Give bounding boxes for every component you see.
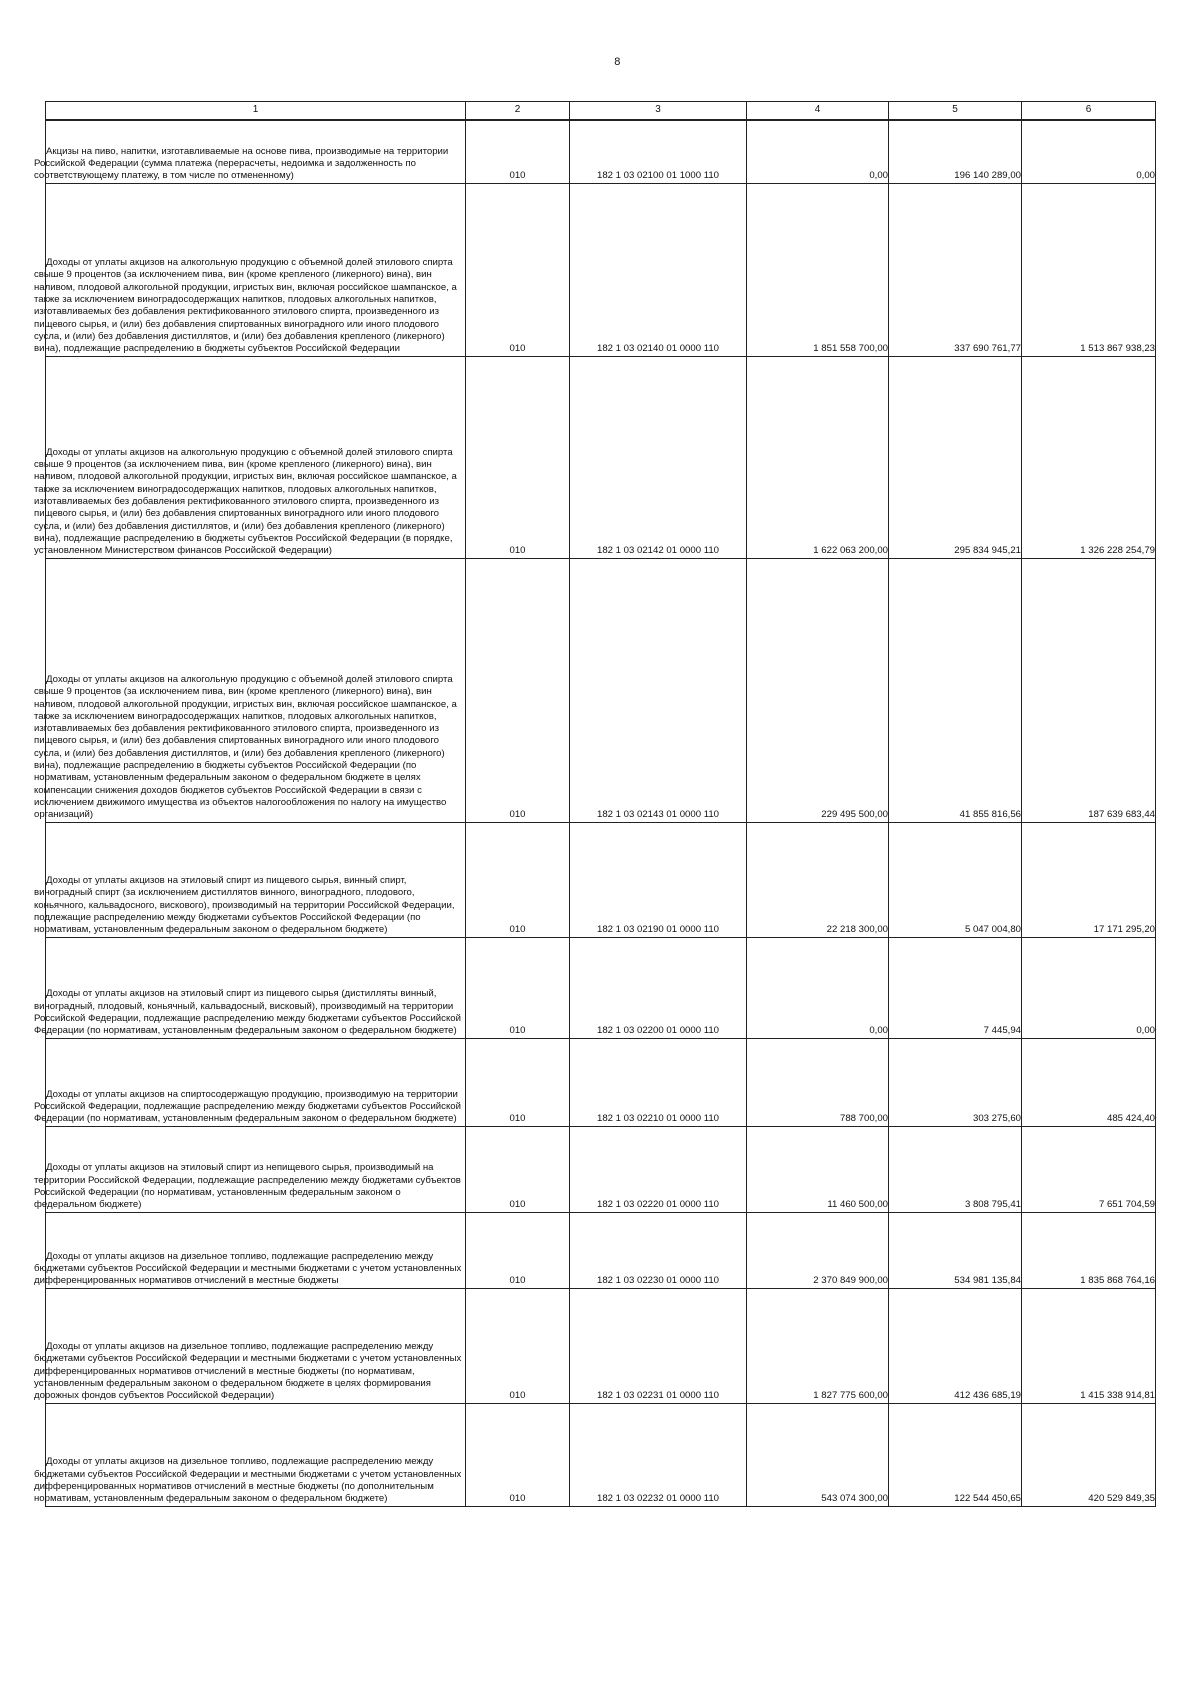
- executed-amount: 5 047 004,80: [889, 822, 1022, 937]
- table-row: [46, 183, 1156, 356]
- revenue-description: [34, 822, 466, 937]
- revenue-description-text: Доходы от уплаты акцизов на этиловый спирт из пищевого сырья (дистилляты винный, виноградный, плодовый, коньячный, кальвадосный, висковый), производимый на территории Российской Федерации, подлежащие распределению между бюджетами субъектов Российской Федерации (по нормативам, установленным федеральным законом о федеральном бюджете): [34, 988, 461, 1037]
- revenue-description-text: Доходы от уплаты акцизов на спиртосодержащую продукцию, производимую на территории Российской Федерации, подлежащие распределению между бюджетами субъектов Российской Федерации (по нормативам, установленным федеральным законом о федеральном бюджете): [34, 1088, 461, 1125]
- approved-amount: 229 495 500,00: [747, 558, 889, 822]
- column-header-2: 2: [466, 102, 570, 121]
- line-code: 010: [466, 1038, 570, 1126]
- approved-amount: 22 218 300,00: [747, 822, 889, 937]
- unexecuted-amount: 1 513 867 938,23: [1022, 183, 1156, 356]
- budget-classification-code: 182 1 03 02220 01 0000 110: [570, 1126, 747, 1212]
- unexecuted-amount: 420 529 849,35: [1022, 1403, 1156, 1506]
- table-row: [46, 1403, 1156, 1506]
- line-code: 010: [466, 1212, 570, 1288]
- executed-amount: 41 855 816,56: [889, 558, 1022, 822]
- executed-amount: 196 140 289,00: [889, 120, 1022, 183]
- revenue-description-text: Доходы от уплаты акцизов на этиловый спирт из пищевого сырья, винный спирт, виноградный спирт (за исключением дистиллятов винного, виноградного, плодового, коньячного, кальвадосного, вискового), производимый на территории Российской Федерации, подлежащие распределению между бюджетами субъектов Российской Федерации (по нормативам, установленным федеральным законом о федеральном бюджете): [34, 875, 455, 936]
- column-header-1: 1: [46, 102, 466, 121]
- line-code: 010: [466, 822, 570, 937]
- executed-amount: 7 445,94: [889, 937, 1022, 1038]
- revenue-description: [34, 120, 466, 183]
- executed-amount: 534 981 135,84: [889, 1212, 1022, 1288]
- line-code: 010: [466, 558, 570, 822]
- revenue-description-text: Доходы от уплаты акцизов на дизельное топливо, подлежащие распределению между бюджетами субъектов Российской Федерации и местными бюджетами с учетом установленных дифференцированных нормативов отчислений в местные бюджеты (по дополнительным нормативам, установленным федеральным законом о федеральном бюджете): [34, 1456, 462, 1505]
- revenue-description: [34, 1212, 466, 1288]
- table-row: [46, 822, 1156, 937]
- approved-amount: 1 851 558 700,00: [747, 183, 889, 356]
- unexecuted-amount: 0,00: [1022, 120, 1156, 183]
- unexecuted-amount: 17 171 295,20: [1022, 822, 1156, 937]
- executed-amount: 412 436 685,19: [889, 1288, 1022, 1403]
- revenue-description: [34, 1403, 466, 1506]
- line-code: 010: [466, 183, 570, 356]
- table-row: [46, 120, 1156, 183]
- revenue-description: [34, 1038, 466, 1126]
- line-code: 010: [466, 937, 570, 1038]
- column-header-3: 3: [570, 102, 747, 121]
- unexecuted-amount: 485 424,40: [1022, 1038, 1156, 1126]
- line-code: 010: [466, 356, 570, 558]
- budget-classification-code: 182 1 03 02142 01 0000 110: [570, 356, 747, 558]
- budget-classification-code: 182 1 03 02232 01 0000 110: [570, 1403, 747, 1506]
- approved-amount: 1 827 775 600,00: [747, 1288, 889, 1403]
- unexecuted-amount: 1 415 338 914,81: [1022, 1288, 1156, 1403]
- executed-amount: 337 690 761,77: [889, 183, 1022, 356]
- table-row: [46, 1038, 1156, 1126]
- revenue-description-text: Доходы от уплаты акцизов на алкогольную продукцию с объемной долей этилового спирта свыше 9 процентов (за исключением пива, вин (кроме крепленого (ликерного) вина), вин наливом, плодовой алкогольной продукции, игристых вин, включая российское шампанское, а также за исключением виноградосодержащих напитков, плодовых алкогольных напитков, изготавливаемых без добавления ректификованного этилового спирта, произведенного из пищевого сырья, и (или) без добавления спиртованных виноградного или иного плодового сусла, и (или) без добавления дистиллятов, и (или) без добавления крепленого (ликерного) вина), подлежащие распределению в бюджеты субъектов Российской Федерации: [34, 257, 457, 355]
- executed-amount: 295 834 945,21: [889, 356, 1022, 558]
- budget-revenue-table: [34, 101, 1156, 1507]
- line-code: 010: [466, 1288, 570, 1403]
- budget-classification-code: 182 1 03 02100 01 1000 110: [570, 120, 747, 183]
- budget-classification-code: 182 1 03 02210 01 0000 110: [570, 1038, 747, 1126]
- table-row: [46, 558, 1156, 822]
- approved-amount: 788 700,00: [747, 1038, 889, 1126]
- table-header-row: [46, 102, 1156, 121]
- budget-classification-code: 182 1 03 02190 01 0000 110: [570, 822, 747, 937]
- table-row: [46, 937, 1156, 1038]
- table-row: [46, 1212, 1156, 1288]
- approved-amount: 543 074 300,00: [747, 1403, 889, 1506]
- line-code: 010: [466, 120, 570, 183]
- budget-classification-code: 182 1 03 02230 01 0000 110: [570, 1212, 747, 1288]
- revenue-description: [34, 937, 466, 1038]
- revenue-description: [34, 356, 466, 558]
- table-row: [46, 1288, 1156, 1403]
- approved-amount: 0,00: [747, 937, 889, 1038]
- approved-amount: 1 622 063 200,00: [747, 356, 889, 558]
- revenue-description: [34, 558, 466, 822]
- revenue-description-text: Доходы от уплаты акцизов на дизельное топливо, подлежащие распределению между бюджетами субъектов Российской Федерации и местными бюджетами с учетом установленных дифференцированных нормативов отчислений в местные бюджеты (по нормативам, установленным федеральным законом о федеральном бюджете в целях формирования дорожных фондов субъектов Российской Федерации): [34, 1341, 462, 1402]
- approved-amount: 11 460 500,00: [747, 1126, 889, 1212]
- revenue-description: [34, 183, 466, 356]
- unexecuted-amount: 7 651 704,59: [1022, 1126, 1156, 1212]
- revenue-description-text: Доходы от уплаты акцизов на алкогольную продукцию с объемной долей этилового спирта свыше 9 процентов (за исключением пива, вин (кроме крепленого (ликерного) вина), вин наливом, плодовой алкогольной продукции, игристых вин, включая российское шампанское, а также за исключением виноградосодержащих напитков, плодовых алкогольных напитков, изготавливаемых без добавления ректификованного этилового спирта, произведенного из пищевого сырья, и (или) без добавления спиртованных виноградного или иного плодового сусла, и (или) без добавления дистиллятов, и (или) без добавления крепленого (ликерного) вина), подлежащие распределению в бюджеты субъектов Российской Федерации (по нормативам, установленным федеральным законом о федеральном бюджете в целях компенсации снижения доходов бюджетов субъектов Российской Федерации в связи с исключением движимого имущества из объектов налогообложения по налогу на имущество организаций): [34, 673, 457, 821]
- unexecuted-amount: 0,00: [1022, 937, 1156, 1038]
- approved-amount: 0,00: [747, 120, 889, 183]
- line-code: 010: [466, 1403, 570, 1506]
- unexecuted-amount: 187 639 683,44: [1022, 558, 1156, 822]
- revenue-description-text: Доходы от уплаты акцизов на этиловый спирт из непищевого сырья, производимый на территории Российской Федерации, подлежащие распределению между бюджетами субъектов Российской Федерации (по нормативам, установленным федеральным законом о федеральном бюджете): [34, 1162, 461, 1211]
- page-number: 8: [614, 56, 621, 68]
- table-row: [46, 1126, 1156, 1212]
- column-header-6: 6: [1022, 102, 1156, 121]
- revenue-description-text: Акцизы на пиво, напитки, изготавливаемые на основе пива, производимые на территории Российской Федерации (сумма платежа (перерасчеты, недоимка и задолженность по соответствующему платежу, в том числе по отмененному): [34, 145, 449, 182]
- line-code: 010: [466, 1126, 570, 1212]
- unexecuted-amount: 1 835 868 764,16: [1022, 1212, 1156, 1288]
- executed-amount: 3 808 795,41: [889, 1126, 1022, 1212]
- executed-amount: 303 275,60: [889, 1038, 1022, 1126]
- executed-amount: 122 544 450,65: [889, 1403, 1022, 1506]
- revenue-description: [34, 1126, 466, 1212]
- approved-amount: 2 370 849 900,00: [747, 1212, 889, 1288]
- budget-classification-code: 182 1 03 02200 01 0000 110: [570, 937, 747, 1038]
- column-header-4: 4: [747, 102, 889, 121]
- budget-classification-code: 182 1 03 02143 01 0000 110: [570, 558, 747, 822]
- budget-classification-code: 182 1 03 02140 01 0000 110: [570, 183, 747, 356]
- revenue-description-text: Доходы от уплаты акцизов на алкогольную продукцию с объемной долей этилового спирта свыше 9 процентов (за исключением пива, вин (кроме крепленого (ликерного) вина), вин наливом, плодовой алкогольной продукции, игристых вин, включая российское шампанское, а также за исключением виноградосодержащих напитков, плодовых алкогольных напитков, изготавливаемых без добавления ректификованного этилового спирта, произведенного из пищевого сырья, и (или) без добавления спиртованных виноградного или иного плодового сусла, и (или) без добавления дистиллятов, и (или) без добавления крепленого (ликерного) вина), подлежащие распределению в бюджеты субъектов Российской Федерации (в порядке, установленном Министерством финансов Российской Федерации): [34, 446, 457, 557]
- budget-classification-code: 182 1 03 02231 01 0000 110: [570, 1288, 747, 1403]
- unexecuted-amount: 1 326 228 254,79: [1022, 356, 1156, 558]
- column-header-5: 5: [889, 102, 1022, 121]
- revenue-description-text: Доходы от уплаты акцизов на дизельное топливо, подлежащие распределению между бюджетами субъектов Российской Федерации и местными бюджетами с учетом установленных дифференцированных нормативов отчислений в местные бюджеты: [34, 1250, 462, 1287]
- table-body: [34, 120, 1156, 1506]
- revenue-description: [34, 1288, 466, 1403]
- table-row: [46, 356, 1156, 558]
